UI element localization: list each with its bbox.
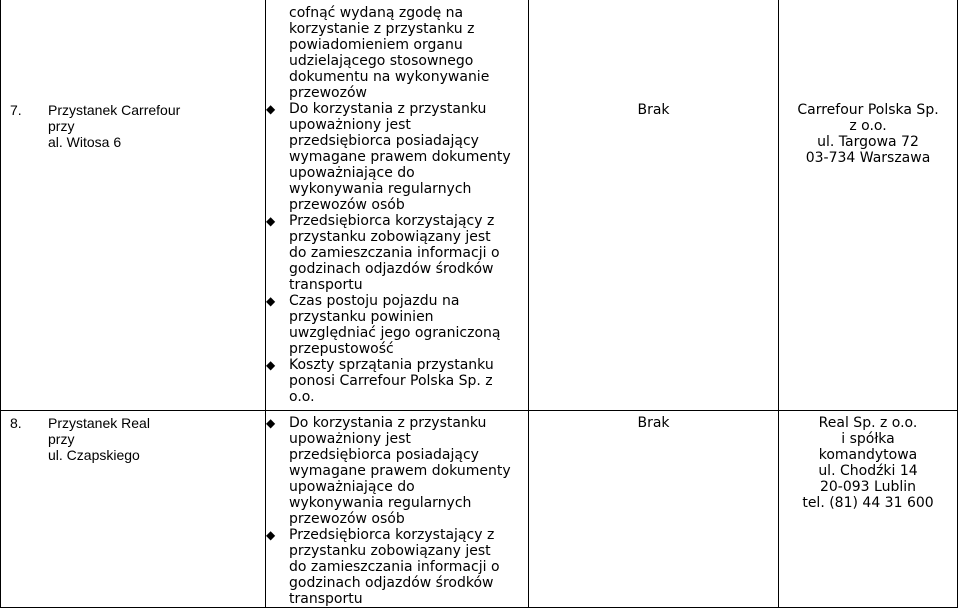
intro-line: udzielającego stosownego (289, 53, 474, 69)
condition-line: Przedsiębiorca korzystający z (289, 213, 495, 229)
condition-line: wykonywania regularnych (289, 495, 472, 511)
condition-item (266, 415, 528, 527)
stop-name-line: przy (48, 431, 75, 447)
stop-name-line: ul. Czapskiego (48, 447, 140, 463)
lp-cell-7 (1, 0, 266, 411)
conditions-list (266, 411, 528, 607)
intro-line: cofnąć wydaną zgodę na (289, 5, 464, 21)
owner-block (779, 0, 957, 166)
owner-line: tel. (81) 44 31 600 (802, 495, 934, 511)
intro-text (266, 0, 528, 101)
condition-line: wykonywania regularnych (289, 181, 472, 197)
owner-line: i spółka (841, 431, 895, 447)
condition-line: przedsiębiorca posiadający (289, 447, 479, 463)
condition-line: godzinach odjazdów środków (289, 575, 494, 591)
condition-line: do zamieszczania informacji o (289, 245, 500, 261)
stop-name-line: Przystanek Carrefour (48, 102, 181, 118)
diamond-bullet-icon: ◆ (266, 416, 276, 430)
owner-cell-7 (779, 0, 958, 411)
condition-line: Do korzystania z przystanku (289, 101, 487, 117)
condition-line: ponosi Carrefour Polska Sp. z (289, 373, 493, 389)
conditions-list (266, 101, 528, 405)
condition-line: Czas postoju pojazdu na (289, 293, 460, 309)
owner-line: z o.o. (849, 118, 887, 134)
owner-line: ul. Targowa 72 (817, 134, 919, 150)
condition-line: do zamieszczania informacji o (289, 559, 500, 575)
condition-line: Przedsiębiorca korzystający z (289, 527, 495, 543)
condition-line: transportu (289, 277, 363, 293)
intro-line: dokumentu na wykonywanie (289, 69, 490, 85)
intro-line: powiadomieniem organu (289, 37, 463, 53)
condition-line: transportu (289, 591, 363, 607)
condition-line: wymagane prawem dokumenty (289, 463, 511, 479)
owner-line: Carrefour Polska Sp. (797, 102, 939, 118)
condition-line: o.o. (289, 389, 315, 405)
condition-line: upoważniony jest (289, 431, 411, 447)
condition-item (266, 357, 528, 405)
diamond-bullet-icon: ◆ (266, 102, 276, 116)
owner-line: komandytowa (818, 447, 918, 463)
owner-cell-8 (779, 411, 958, 608)
condition-line: przystanku zobowiązany jest (289, 543, 491, 559)
stop-name (48, 415, 150, 463)
stop-name-line: al. Witosa 6 (48, 134, 122, 150)
condition-item (266, 527, 528, 607)
table-row-8 (1, 411, 958, 608)
diamond-bullet-icon: ◆ (266, 528, 276, 542)
condition-line: uwzględniać jego ograniczoną (289, 325, 501, 341)
diamond-bullet-icon: ◆ (266, 214, 276, 228)
owner-block (779, 411, 957, 511)
row-number: 8. (10, 415, 22, 431)
fee-value: Brak (637, 415, 670, 431)
owner-line: Real Sp. z o.o. (818, 415, 918, 431)
table-row-7 (1, 0, 958, 411)
condition-line: przewozów osób (289, 197, 405, 213)
condition-item (266, 213, 528, 293)
conditions-cell-8 (266, 411, 529, 608)
stop-name-line: przy (48, 118, 75, 134)
condition-line: godzinach odjazdów środków (289, 261, 494, 277)
fee-cell-7 (529, 0, 779, 411)
condition-line: przystanku zobowiązany jest (289, 229, 491, 245)
condition-line: przewozów osób (289, 511, 405, 527)
condition-line: upoważniające do (289, 479, 415, 495)
condition-line: przedsiębiorca posiadający (289, 133, 479, 149)
condition-line: przepustowość (289, 341, 394, 357)
diamond-bullet-icon: ◆ (266, 294, 276, 308)
condition-line: Do korzystania z przystanku (289, 415, 487, 431)
diamond-bullet-icon: ◆ (266, 358, 276, 372)
condition-line: upoważniony jest (289, 117, 411, 133)
fee-value: Brak (637, 102, 670, 118)
intro-line: korzystanie z przystanku z (289, 21, 475, 37)
fee-cell-8 (529, 411, 779, 608)
condition-line: Koszty sprzątania przystanku (289, 357, 494, 373)
condition-item (266, 101, 528, 213)
lp-cell-8 (1, 411, 266, 608)
row-number: 7. (10, 102, 22, 118)
condition-line: upoważniające do (289, 165, 415, 181)
condition-line: wymagane prawem dokumenty (289, 149, 511, 165)
stop-name-line: Przystanek Real (48, 415, 150, 431)
condition-line: przystanku powinien (289, 309, 434, 325)
conditions-cell-7 (266, 0, 529, 411)
owner-line: 20-093 Lublin (819, 479, 916, 495)
condition-item (266, 293, 528, 357)
owner-line: ul. Chodźki 14 (818, 463, 918, 479)
intro-line: przewozów (289, 85, 367, 101)
stop-name (48, 102, 180, 150)
owner-line: 03-734 Warszawa (805, 150, 931, 166)
